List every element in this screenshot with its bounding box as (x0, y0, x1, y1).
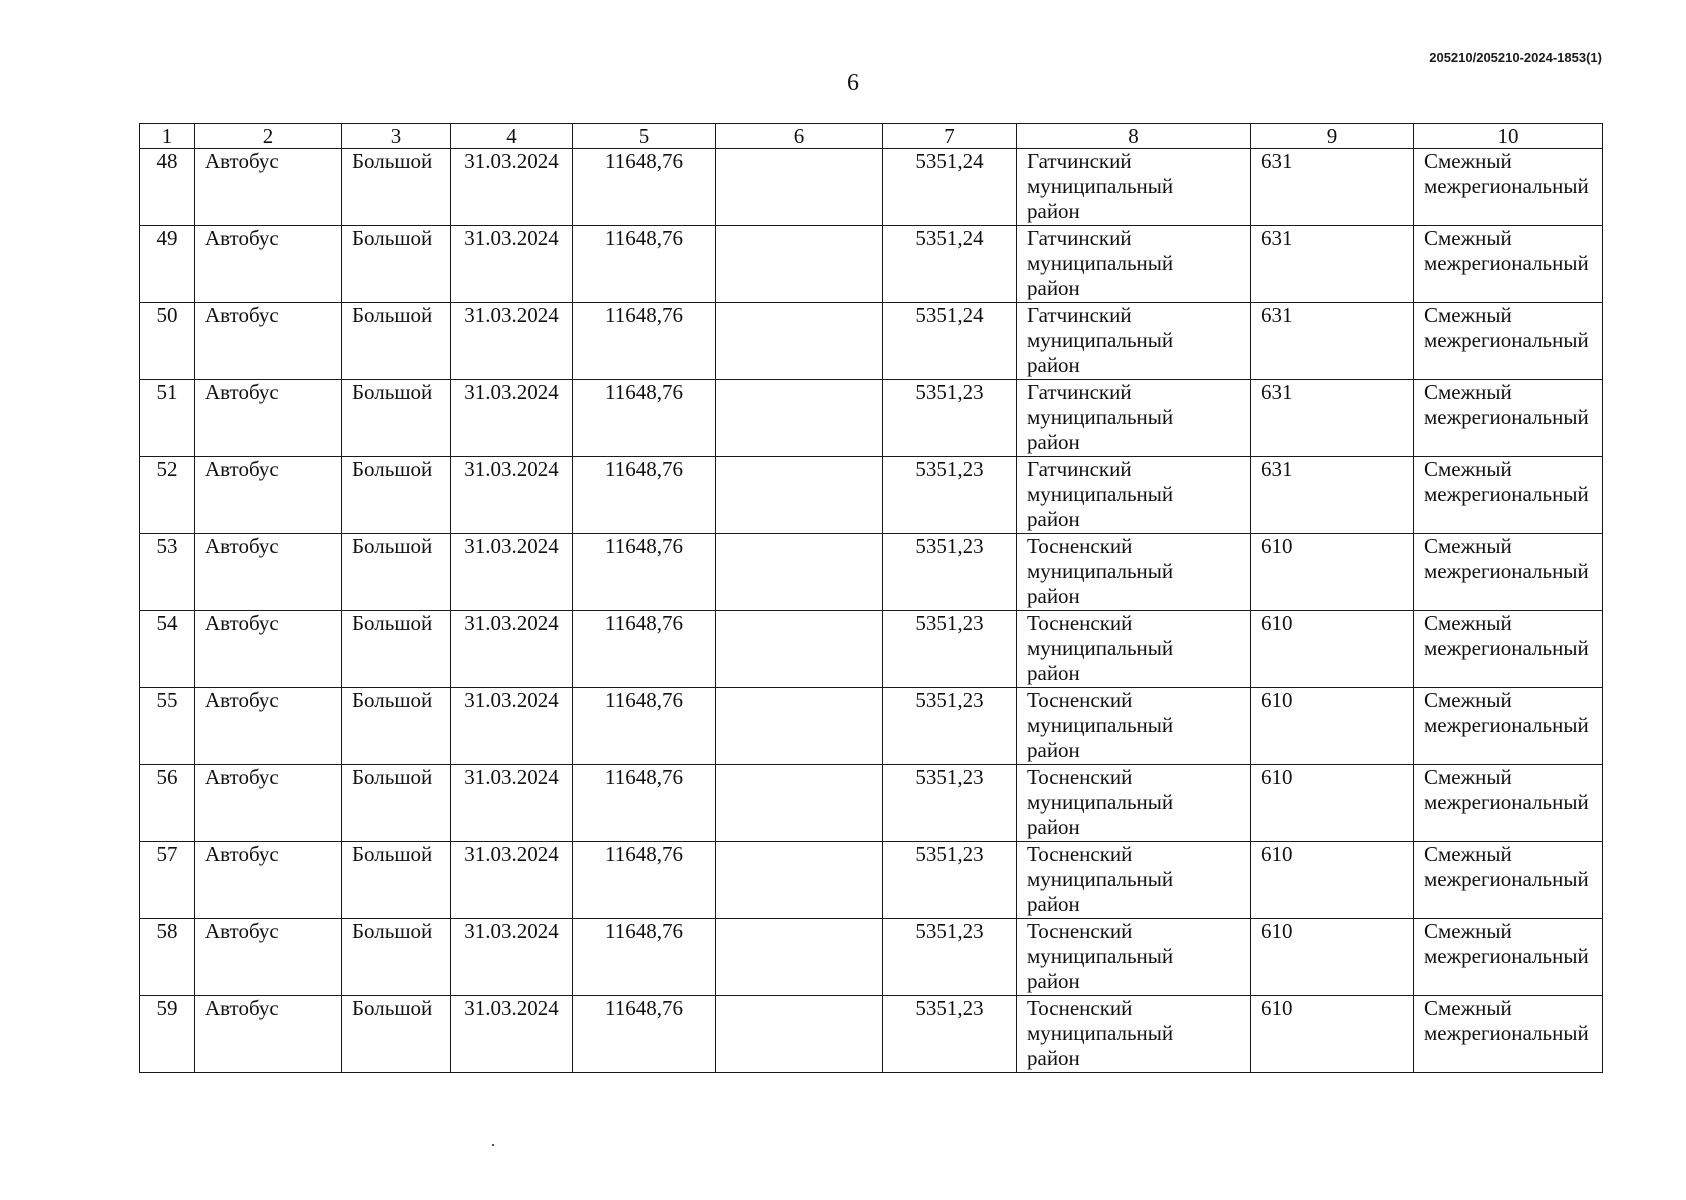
district-cell-line: Тосненский (1027, 919, 1133, 943)
district-cell-line: муниципальный (1027, 944, 1174, 968)
page-number: 6 (847, 70, 859, 96)
row-number: 53 (140, 534, 195, 611)
vehicle-type: Автобус (195, 226, 342, 303)
district-cell-line: муниципальный (1027, 482, 1174, 506)
value-col5: 11648,76 (573, 996, 716, 1073)
district-cell-line: район (1027, 1046, 1080, 1070)
district-cell-line: муниципальный (1027, 790, 1174, 814)
route-kind-cell (1414, 380, 1603, 457)
route-kind-cell-line: межрегиональный (1424, 482, 1589, 506)
value-col7: 5351,23 (883, 996, 1017, 1073)
district-cell-line: Гатчинский (1027, 149, 1132, 173)
value-col6 (716, 534, 883, 611)
district-cell-line: район (1027, 738, 1080, 762)
table-row (140, 842, 1603, 919)
route-kind-cell-line: Смежный (1424, 765, 1512, 789)
column-header: 8 (1017, 124, 1251, 149)
value-col7: 5351,23 (883, 842, 1017, 919)
column-header: 10 (1414, 124, 1603, 149)
column-header: 6 (716, 124, 883, 149)
route-kind-cell-line: межрегиональный (1424, 559, 1589, 583)
table-row (140, 303, 1603, 380)
value-col6 (716, 149, 883, 226)
route-kind-cell (1414, 303, 1603, 380)
row-number: 54 (140, 611, 195, 688)
column-header: 3 (342, 124, 451, 149)
code-cell: 610 (1251, 765, 1414, 842)
vehicle-class: Большой (342, 303, 451, 380)
route-kind-cell (1414, 457, 1603, 534)
column-header: 7 (883, 124, 1017, 149)
route-kind-cell-line: межрегиональный (1424, 251, 1589, 275)
district-cell-line: муниципальный (1027, 328, 1174, 352)
row-number: 59 (140, 996, 195, 1073)
code-cell: 610 (1251, 688, 1414, 765)
row-number: 51 (140, 380, 195, 457)
table-row (140, 765, 1603, 842)
value-col6 (716, 611, 883, 688)
route-kind-cell-line: Смежный (1424, 380, 1512, 404)
data-table (139, 123, 1603, 1073)
date-cell: 31.03.2024 (451, 534, 573, 611)
vehicle-type: Автобус (195, 611, 342, 688)
value-col5: 11648,76 (573, 149, 716, 226)
vehicle-type: Автобус (195, 765, 342, 842)
route-kind-cell-line: Смежный (1424, 226, 1512, 250)
district-cell (1017, 996, 1251, 1073)
vehicle-class: Большой (342, 149, 451, 226)
value-col6 (716, 842, 883, 919)
district-cell (1017, 380, 1251, 457)
vehicle-class: Большой (342, 842, 451, 919)
route-kind-cell-line: межрегиональный (1424, 328, 1589, 352)
value-col5: 11648,76 (573, 457, 716, 534)
district-cell-line: Тосненский (1027, 688, 1133, 712)
route-kind-cell-line: межрегиональный (1424, 790, 1589, 814)
row-number: 55 (140, 688, 195, 765)
route-kind-cell-line: межрегиональный (1424, 405, 1589, 429)
table-row (140, 919, 1603, 996)
value-col6 (716, 380, 883, 457)
vehicle-type: Автобус (195, 842, 342, 919)
district-cell (1017, 149, 1251, 226)
district-cell (1017, 611, 1251, 688)
vehicle-type: Автобус (195, 688, 342, 765)
route-kind-cell-line: межрегиональный (1424, 867, 1589, 891)
route-kind-cell-line: межрегиональный (1424, 713, 1589, 737)
district-cell-line: район (1027, 815, 1080, 839)
value-col5: 11648,76 (573, 688, 716, 765)
date-cell: 31.03.2024 (451, 303, 573, 380)
table-row (140, 688, 1603, 765)
route-kind-cell-line: межрегиональный (1424, 1021, 1589, 1045)
vehicle-class: Большой (342, 380, 451, 457)
district-cell (1017, 765, 1251, 842)
district-cell (1017, 303, 1251, 380)
date-cell: 31.03.2024 (451, 457, 573, 534)
value-col5: 11648,76 (573, 842, 716, 919)
value-col6 (716, 996, 883, 1073)
district-cell-line: Тосненский (1027, 611, 1133, 635)
route-kind-cell-line: Смежный (1424, 303, 1512, 327)
value-col7: 5351,24 (883, 149, 1017, 226)
document-id: 205210/205210-2024-1853(1) (1429, 50, 1602, 65)
table-row (140, 149, 1603, 226)
route-kind-cell-line: Смежный (1424, 534, 1512, 558)
route-kind-cell-line: Смежный (1424, 457, 1512, 481)
value-col7: 5351,23 (883, 765, 1017, 842)
row-number: 56 (140, 765, 195, 842)
table-row (140, 611, 1603, 688)
value-col7: 5351,24 (883, 226, 1017, 303)
route-kind-cell-line: межрегиональный (1424, 636, 1589, 660)
code-cell: 610 (1251, 611, 1414, 688)
row-number: 48 (140, 149, 195, 226)
district-cell-line: муниципальный (1027, 713, 1174, 737)
value-col7: 5351,23 (883, 380, 1017, 457)
column-header: 1 (140, 124, 195, 149)
table-row (140, 226, 1603, 303)
table-row (140, 996, 1603, 1073)
vehicle-class: Большой (342, 919, 451, 996)
value-col6 (716, 226, 883, 303)
column-header: 4 (451, 124, 573, 149)
district-cell-line: район (1027, 892, 1080, 916)
value-col6 (716, 688, 883, 765)
table-row (140, 457, 1603, 534)
vehicle-type: Автобус (195, 457, 342, 534)
district-cell-line: район (1027, 661, 1080, 685)
district-cell (1017, 534, 1251, 611)
code-cell: 610 (1251, 534, 1414, 611)
value-col7: 5351,23 (883, 919, 1017, 996)
district-cell-line: Тосненский (1027, 765, 1133, 789)
route-kind-cell-line: Смежный (1424, 996, 1512, 1020)
code-cell: 610 (1251, 842, 1414, 919)
route-kind-cell-line: Смежный (1424, 842, 1512, 866)
code-cell: 631 (1251, 303, 1414, 380)
table-row (140, 534, 1603, 611)
route-kind-cell-line: Смежный (1424, 688, 1512, 712)
route-kind-cell (1414, 149, 1603, 226)
date-cell: 31.03.2024 (451, 996, 573, 1073)
district-cell-line: район (1027, 353, 1080, 377)
value-col5: 11648,76 (573, 303, 716, 380)
vehicle-class: Большой (342, 534, 451, 611)
route-kind-cell (1414, 534, 1603, 611)
district-cell-line: район (1027, 276, 1080, 300)
district-cell-line: муниципальный (1027, 1021, 1174, 1045)
row-number: 52 (140, 457, 195, 534)
district-cell (1017, 226, 1251, 303)
route-kind-cell-line: межрегиональный (1424, 174, 1589, 198)
vehicle-type: Автобус (195, 149, 342, 226)
district-cell-line: район (1027, 969, 1080, 993)
value-col7: 5351,23 (883, 457, 1017, 534)
route-kind-cell (1414, 226, 1603, 303)
value-col6 (716, 303, 883, 380)
district-cell-line: район (1027, 430, 1080, 454)
route-kind-cell (1414, 611, 1603, 688)
district-cell-line: район (1027, 584, 1080, 608)
date-cell: 31.03.2024 (451, 842, 573, 919)
district-cell-line: муниципальный (1027, 174, 1174, 198)
district-cell-line: муниципальный (1027, 867, 1174, 891)
district-cell-line: Тосненский (1027, 842, 1133, 866)
code-cell: 631 (1251, 149, 1414, 226)
column-header: 9 (1251, 124, 1414, 149)
value-col6 (716, 457, 883, 534)
row-number: 58 (140, 919, 195, 996)
vehicle-class: Большой (342, 226, 451, 303)
district-cell-line: Гатчинский (1027, 380, 1132, 404)
district-cell (1017, 919, 1251, 996)
value-col7: 5351,23 (883, 611, 1017, 688)
district-cell-line: Тосненский (1027, 996, 1133, 1020)
value-col5: 11648,76 (573, 380, 716, 457)
vehicle-class: Большой (342, 611, 451, 688)
district-cell-line: район (1027, 507, 1080, 531)
vehicle-class: Большой (342, 765, 451, 842)
column-header: 5 (573, 124, 716, 149)
vehicle-class: Большой (342, 457, 451, 534)
district-cell (1017, 688, 1251, 765)
scan-speck (492, 1144, 494, 1146)
row-number: 57 (140, 842, 195, 919)
date-cell: 31.03.2024 (451, 765, 573, 842)
district-cell-line: Тосненский (1027, 534, 1133, 558)
vehicle-class: Большой (342, 688, 451, 765)
route-kind-cell (1414, 996, 1603, 1073)
district-cell (1017, 842, 1251, 919)
vehicle-type: Автобус (195, 919, 342, 996)
vehicle-class: Большой (342, 996, 451, 1073)
date-cell: 31.03.2024 (451, 149, 573, 226)
vehicle-type: Автобус (195, 996, 342, 1073)
district-cell-line: муниципальный (1027, 636, 1174, 660)
header-row (140, 124, 1603, 149)
date-cell: 31.03.2024 (451, 226, 573, 303)
route-kind-cell (1414, 688, 1603, 765)
value-col7: 5351,23 (883, 534, 1017, 611)
date-cell: 31.03.2024 (451, 688, 573, 765)
value-col6 (716, 919, 883, 996)
vehicle-type: Автобус (195, 534, 342, 611)
district-cell-line: муниципальный (1027, 251, 1174, 275)
column-header: 2 (195, 124, 342, 149)
district-cell-line: Гатчинский (1027, 457, 1132, 481)
code-cell: 610 (1251, 996, 1414, 1073)
row-number: 49 (140, 226, 195, 303)
district-cell-line: Гатчинский (1027, 303, 1132, 327)
code-cell: 610 (1251, 919, 1414, 996)
vehicle-type: Автобус (195, 303, 342, 380)
code-cell: 631 (1251, 226, 1414, 303)
value-col5: 11648,76 (573, 226, 716, 303)
date-cell: 31.03.2024 (451, 380, 573, 457)
date-cell: 31.03.2024 (451, 611, 573, 688)
value-col5: 11648,76 (573, 919, 716, 996)
code-cell: 631 (1251, 380, 1414, 457)
district-cell-line: муниципальный (1027, 559, 1174, 583)
route-kind-cell-line: межрегиональный (1424, 944, 1589, 968)
table-body (140, 149, 1603, 1073)
route-kind-cell (1414, 919, 1603, 996)
value-col5: 11648,76 (573, 534, 716, 611)
route-kind-cell-line: Смежный (1424, 919, 1512, 943)
row-number: 50 (140, 303, 195, 380)
route-kind-cell (1414, 765, 1603, 842)
district-cell-line: Гатчинский (1027, 226, 1132, 250)
table-header (140, 124, 1603, 149)
district-cell (1017, 457, 1251, 534)
value-col7: 5351,23 (883, 688, 1017, 765)
code-cell: 631 (1251, 457, 1414, 534)
route-kind-cell-line: Смежный (1424, 149, 1512, 173)
value-col5: 11648,76 (573, 611, 716, 688)
district-cell-line: район (1027, 199, 1080, 223)
date-cell: 31.03.2024 (451, 919, 573, 996)
value-col7: 5351,24 (883, 303, 1017, 380)
route-kind-cell-line: Смежный (1424, 611, 1512, 635)
route-kind-cell (1414, 842, 1603, 919)
district-cell-line: муниципальный (1027, 405, 1174, 429)
value-col5: 11648,76 (573, 765, 716, 842)
table-row (140, 380, 1603, 457)
value-col6 (716, 765, 883, 842)
vehicle-type: Автобус (195, 380, 342, 457)
